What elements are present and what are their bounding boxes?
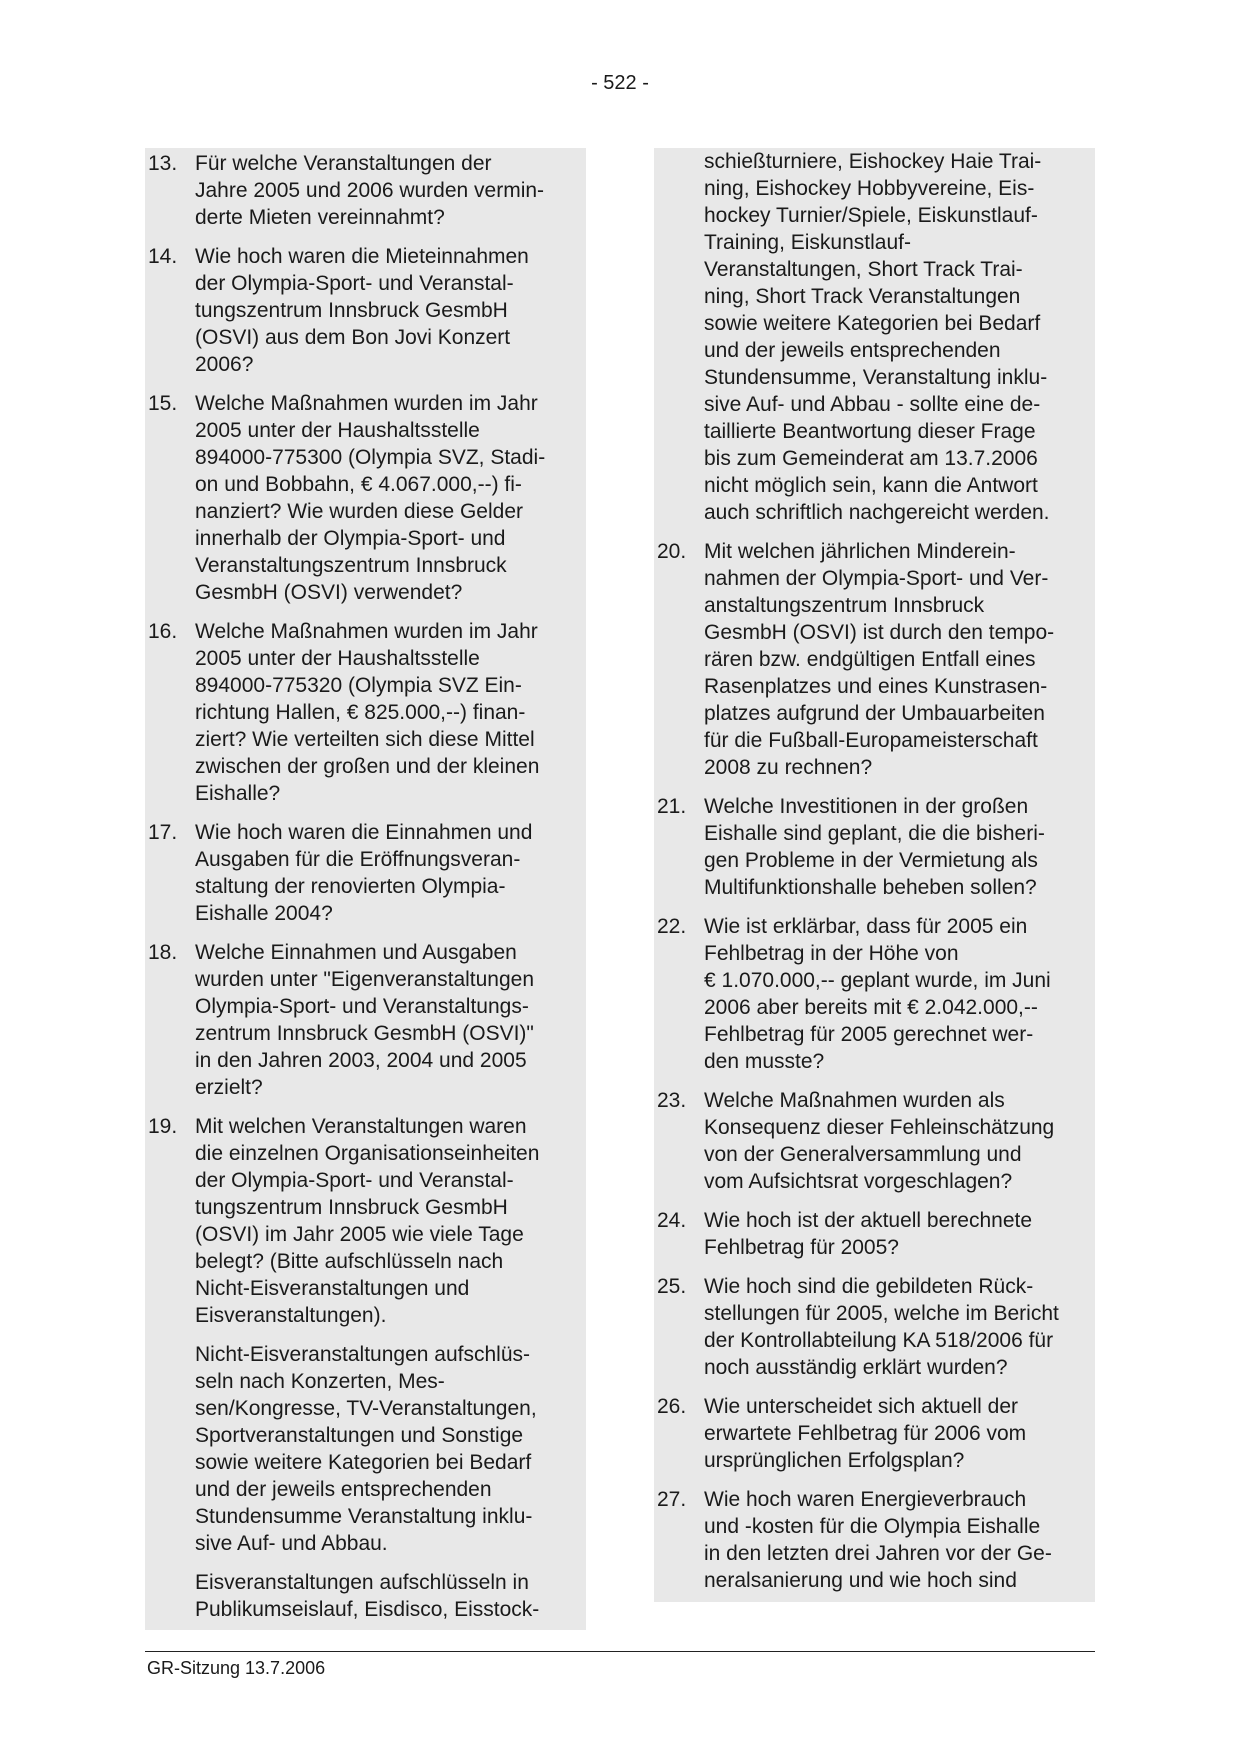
question-text: Welche Investitionen in der großen Eishalle sind geplant, die die bisheri- gen Probleme in der Vermietung als Multifunktionshalle beheben sollen? [704, 795, 1045, 899]
question-text: Welche Maßnahmen wurden im Jahr 2005 unter der Haushaltsstelle 894000-775320 (Olympia SVZ Ein- richtung Hallen, € 825.000,--) finan- ziert? Wie verteilten sich diese Mittel zwischen der großen und der kleinen Eishalle? [195, 620, 540, 805]
question-text: Wie hoch ist der aktuell berechnete Fehlbetrag für 2005? [704, 1209, 1033, 1259]
question-16 [145, 618, 578, 807]
question-text: Wie hoch waren die Mieteinnahmen der Olympia-Sport- und Veranstal- tungszentrum Innsbruck GesmbH (OSVI) aus dem Bon Jovi Konzert 2006? [195, 245, 529, 376]
sub-paragraph [145, 1341, 578, 1557]
question-number: 24. [657, 1209, 687, 1232]
question-number: 15. [148, 392, 178, 415]
question-24 [654, 1207, 1091, 1261]
question-number: 23. [657, 1089, 687, 1112]
question-text: Wie hoch sind die gebildeten Rück- stellungen für 2005, welche im Bericht der Kontrollabteilung KA 518/2006 für noch ausständig erklärt wurden? [704, 1275, 1059, 1379]
footer-divider [145, 1651, 1095, 1652]
question-number: 20. [657, 540, 687, 563]
question-text: Wie hoch waren Energieverbrauch und -kosten für die Olympia Eishalle in den letzten drei Jahren vor der Ge- neralsanierung und wie hoch sind [704, 1488, 1052, 1592]
question-number: 22. [657, 915, 687, 938]
question-21 [654, 793, 1091, 901]
question-text: Mit welchen jährlichen Minderein- nahmen der Olympia-Sport- und Ver- anstaltungszentrum Innsbruck GesmbH (OSVI) ist durch den tempo- rären bzw. endgültigen Entfall eines Rasenplatzes und eines Kunstrasen- platzes aufgrund der Umbauarbeiten für die Fußball-Europameisterschaft 2008 zu rechnen? [704, 540, 1055, 779]
question-19 [145, 1113, 578, 1329]
question-27 [654, 1486, 1091, 1594]
footer-text: GR-Sitzung 13.7.2006 [147, 1658, 326, 1678]
continuation-text: schießturniere, Eishockey Haie Trai- ning, Eishockey Hobbyvereine, Eis- hockey Turnier/Spiele, Eiskunstlauf- Training, Eiskunstlauf- Veranstaltungen, Short Track Trai- ning, Short Track Veranstaltungen sowie weitere Kategorien bei Bedarf und der jeweils entsprechenden Stundensumme, Veranstaltung inklu- sive Auf- und Abbau - sollte eine de- taillierte Beantwortung dieser Frage bis zum Gemeinderat am 13.7.2006 nicht möglich sein, kann die Antwort auch schriftlich nachgereicht werden. [704, 150, 1050, 524]
question-26 [654, 1393, 1091, 1474]
question-text: Wie unterscheidet sich aktuell der erwartete Fehlbetrag für 2006 vom ursprünglichen Erfolgsplan? [704, 1395, 1027, 1472]
question-number: 27. [657, 1488, 687, 1511]
sub-paragraph-text: Eisveranstaltungen aufschlüsseln in Publikumseislauf, Eisdisco, Eisstock- [195, 1571, 540, 1621]
question-text: Wie hoch waren die Einnahmen und Ausgaben für die Eröffnungsveran- staltung der renovierten Olympia- Eishalle 2004? [195, 821, 533, 925]
sub-paragraph [145, 1569, 578, 1623]
question-number: 13. [148, 152, 178, 175]
question-text: Für welche Veranstaltungen der Jahre 2005 und 2006 wurden vermin- derte Mieten vereinnahmt? [195, 152, 545, 229]
question-17 [145, 819, 578, 927]
question-23 [654, 1087, 1091, 1195]
question-number: 18. [148, 941, 178, 964]
question-text: Welche Maßnahmen wurden als Konsequenz dieser Fehleinschätzung von der Generalversammlung und vom Aufsichtsrat vorgeschlagen? [704, 1089, 1055, 1193]
question-18 [145, 939, 578, 1101]
question-text: Welche Maßnahmen wurden im Jahr 2005 unter der Haushaltsstelle 894000-775300 (Olympia SVZ, Stadi- on und Bobbahn, € 4.067.000,--) fi- nanziert? Wie wurden diese Gelder innerhalb der Olympia-Sport- und Veranstaltungszentrum Innsbruck GesmbH (OSVI) verwendet? [195, 392, 546, 604]
question-number: 17. [148, 821, 178, 844]
question-13 [145, 150, 578, 231]
question-number: 14. [148, 245, 178, 268]
question-25 [654, 1273, 1091, 1381]
continuation-paragraph [704, 148, 1091, 526]
question-15 [145, 390, 578, 606]
page-number: - 522 - [591, 72, 649, 94]
question-number: 21. [657, 795, 687, 818]
left-column [145, 148, 586, 1630]
question-number: 25. [657, 1275, 687, 1298]
question-text: Welche Einnahmen und Ausgaben wurden unter "Eigenveranstaltungen Olympia-Sport- und Veranstaltungs- zentrum Innsbruck GesmbH (OSVI)" in den Jahren 2003, 2004 und 2005 erzielt? [195, 941, 535, 1099]
right-column [654, 148, 1095, 1602]
question-number: 16. [148, 620, 178, 643]
question-number: 19. [148, 1115, 178, 1138]
question-text: Wie ist erklärbar, dass für 2005 ein Fehlbetrag in der Höhe von € 1.070.000,-- geplant wurde, im Juni 2006 aber bereits mit € 2.042.000,-- Fehlbetrag für 2005 gerechnet wer- den musste? [704, 915, 1051, 1073]
question-number: 26. [657, 1395, 687, 1418]
question-22 [654, 913, 1091, 1075]
question-text: Mit welchen Veranstaltungen waren die einzelnen Organisationseinheiten der Olympia-Sport- und Veranstal- tungszentrum Innsbruck GesmbH (OSVI) im Jahr 2005 wie viele Tage belegt? (Bitte aufschlüsseln nach Nicht-Eisveranstaltungen und Eisveranstaltungen). [195, 1115, 540, 1327]
sub-paragraph-text: Nicht-Eisveranstaltungen aufschlüs- seln nach Konzerten, Mes- sen/Kongresse, TV-Veranstaltungen, Sportveranstaltungen und Sonstige sowie weitere Kategorien bei Bedarf und der jeweils entsprechenden Stundensumme Veranstaltung inklu- sive Auf- und Abbau. [195, 1343, 537, 1555]
question-14 [145, 243, 578, 378]
question-20 [654, 538, 1091, 781]
